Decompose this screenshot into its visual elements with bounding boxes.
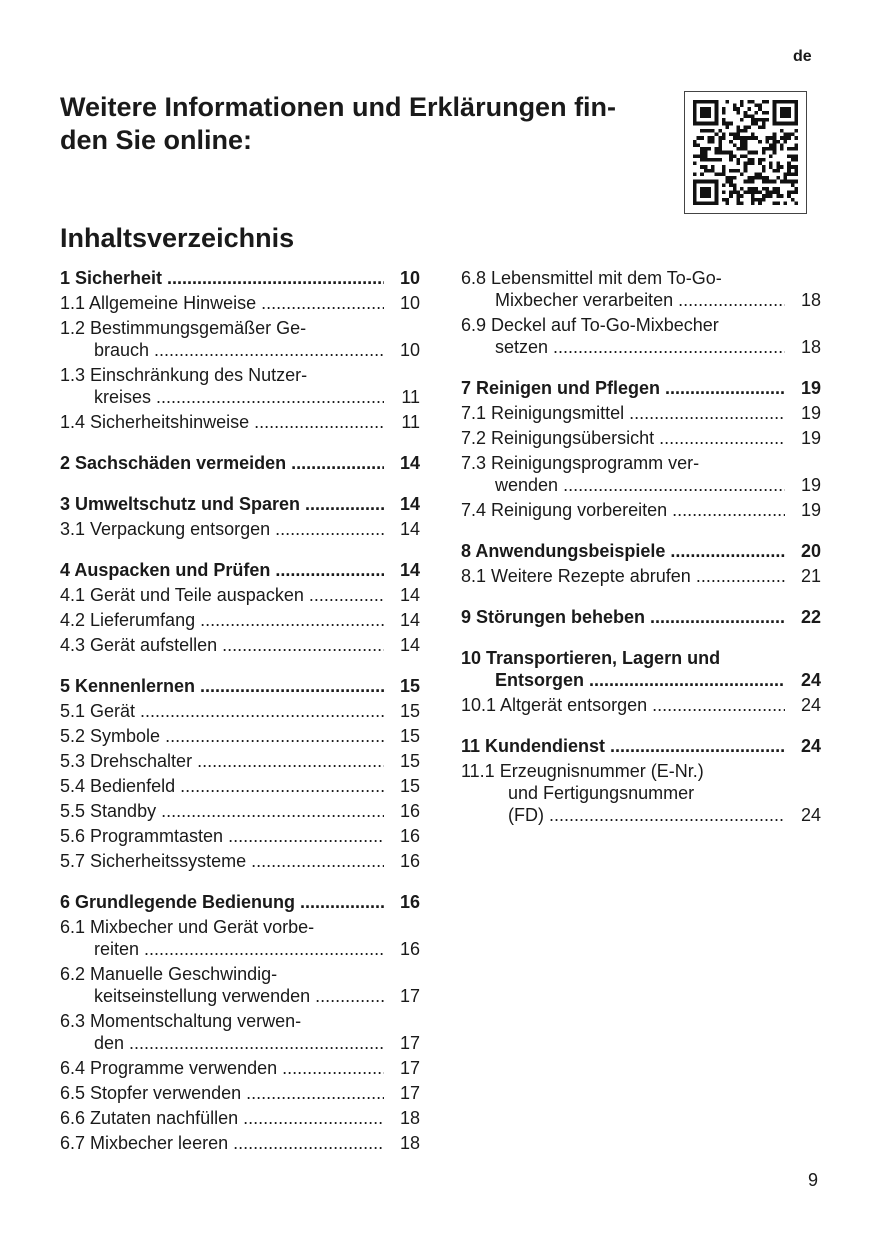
toc-entry-title: 7.2 Reinigungsübersicht ..... — [461, 427, 785, 449]
toc-entry[interactable] — [60, 774, 420, 799]
toc-entry-title: (FD) ..... — [508, 804, 785, 826]
toc-right-column — [461, 266, 821, 828]
toc-entry-page: 17 — [399, 1083, 420, 1103]
toc-entry[interactable] — [60, 699, 420, 724]
toc-entry[interactable] — [60, 517, 420, 542]
toc-entry-title: 5.7 Sicherheitssysteme ..... — [60, 850, 384, 872]
toc-chapter[interactable] — [461, 646, 821, 693]
toc-entry-page: 19 — [800, 500, 821, 520]
toc-entry-page: 10 — [399, 268, 420, 288]
toc-chapter[interactable] — [461, 734, 821, 759]
toc-entry-title: 11 Kundendienst ..... — [461, 735, 785, 757]
toc-entry-page: 18 — [399, 1133, 420, 1153]
toc-entry-title: 7.3 Reinigungsprogramm ver- — [461, 453, 700, 473]
toc-entry[interactable] — [60, 799, 420, 824]
toc-entry-page: 14 — [399, 635, 420, 655]
toc-entry-page: 22 — [800, 607, 821, 627]
toc-entry-page: 16 — [399, 851, 420, 871]
toc-entry-page: 15 — [399, 751, 420, 771]
online-info-heading-line-2: den Sie online: — [60, 125, 253, 155]
toc-entry-title: 6.9 Deckel auf To-Go-Mixbecher — [461, 315, 719, 335]
toc-entry[interactable] — [461, 401, 821, 426]
toc-entry-title: 4 Auspacken und Prüfen ..... — [60, 559, 384, 581]
toc-entry-title: Mixbecher verarbeiten ..... — [495, 289, 785, 311]
online-info-heading-line-1: Weitere Informationen und Erklärungen fin- — [60, 92, 617, 122]
toc-entry[interactable] — [60, 608, 420, 633]
toc-entry-title: 4.2 Lieferumfang ..... — [60, 609, 384, 631]
toc-entry-title: 6.2 Manuelle Geschwindig- — [60, 964, 278, 984]
toc-entry-page: 16 — [399, 801, 420, 821]
toc-entry-title: reiten ..... — [94, 938, 384, 960]
qr-code-icon[interactable] — [684, 91, 807, 214]
toc-entry-title: 1 Sicherheit ..... — [60, 267, 384, 289]
toc-entry[interactable] — [60, 291, 420, 316]
toc-entry-title: 1.4 Sicherheitshinweise ..... — [60, 411, 384, 433]
toc-entry[interactable] — [461, 693, 821, 718]
toc-entry[interactable] — [60, 849, 420, 874]
toc-entry[interactable] — [60, 1009, 420, 1056]
toc-entry-page: 16 — [399, 892, 420, 912]
toc-left-column — [60, 266, 420, 1156]
toc-entry-page: 24 — [800, 670, 821, 690]
toc-entry[interactable] — [60, 962, 420, 1009]
toc-entry-title: setzen ..... — [495, 336, 785, 358]
toc-entry[interactable] — [461, 564, 821, 589]
toc-entry-page: 14 — [399, 560, 420, 580]
toc-entry-title: 6.4 Programme verwenden ..... — [60, 1057, 384, 1079]
toc-entry-title: 6.3 Momentschaltung verwen- — [60, 1011, 302, 1031]
qr-code-graphic — [693, 100, 798, 205]
toc-entry-title: 7.4 Reinigung vorbereiten ..... — [461, 499, 785, 521]
toc-entry-title: wenden ..... — [495, 474, 785, 496]
toc-entry-page: 14 — [399, 494, 420, 514]
toc-entry-page: 10 — [399, 340, 420, 360]
toc-entry[interactable] — [461, 313, 821, 360]
toc-entry-title: 3 Umweltschutz und Sparen ..... — [60, 493, 384, 515]
toc-entry[interactable] — [60, 583, 420, 608]
toc-entry-title: 6.8 Lebensmittel mit dem To-Go- — [461, 268, 722, 288]
toc-entry[interactable] — [60, 363, 420, 410]
toc-entry-title: 7 Reinigen und Pflegen ..... — [461, 377, 785, 399]
toc-entry-title: 6.7 Mixbecher leeren ..... — [60, 1132, 384, 1154]
toc-entry-title: 1.1 Allgemeine Hinweise ..... — [60, 292, 384, 314]
toc-entry[interactable] — [461, 266, 821, 313]
toc-entry-page: 24 — [800, 695, 821, 715]
toc-chapter[interactable] — [60, 266, 420, 291]
toc-entry-page: 19 — [800, 378, 821, 398]
toc-entry-title: 5.5 Standby ..... — [60, 800, 384, 822]
toc-entry[interactable] — [60, 1081, 420, 1106]
toc-chapter[interactable] — [60, 492, 420, 517]
toc-entry-page: 14 — [399, 519, 420, 539]
toc-chapter[interactable] — [60, 674, 420, 699]
toc-chapter[interactable] — [60, 451, 420, 476]
toc-entry-title: 3.1 Verpackung entsorgen ..... — [60, 518, 384, 540]
toc-entry-title: 5.1 Gerät ..... — [60, 700, 384, 722]
toc-entry[interactable] — [60, 633, 420, 658]
toc-entry-page: 16 — [399, 826, 420, 846]
toc-entry[interactable] — [60, 1106, 420, 1131]
toc-entry-page: 19 — [800, 428, 821, 448]
toc-entry[interactable] — [461, 759, 821, 828]
toc-entry-title: 9 Störungen beheben ..... — [461, 606, 785, 628]
toc-entry-title: 8.1 Weitere Rezepte abrufen ..... — [461, 565, 785, 587]
toc-entry-title: 6.1 Mixbecher und Gerät vorbe- — [60, 917, 315, 937]
toc-entry-page: 15 — [399, 676, 420, 696]
toc-entry[interactable] — [60, 915, 420, 962]
toc-entry-page: 11 — [401, 412, 420, 432]
toc-entry-page: 15 — [399, 701, 420, 721]
toc-entry-title: 5.4 Bedienfeld ..... — [60, 775, 384, 797]
toc-title: Inhaltsverzeichnis — [60, 223, 295, 253]
toc-entry-page: 24 — [800, 805, 821, 825]
toc-entry-title: 6.6 Zutaten nachfüllen ..... — [60, 1107, 384, 1129]
toc-entry-title: 8 Anwendungsbeispiele ..... — [461, 540, 785, 562]
toc-entry[interactable] — [461, 498, 821, 523]
toc-entry-page: 19 — [800, 403, 821, 423]
toc-entry-title: 10 Transportieren, Lagern und — [461, 648, 721, 668]
toc-entry-page: 16 — [399, 939, 420, 959]
toc-entry[interactable] — [60, 1056, 420, 1081]
toc-entry-page: 15 — [399, 776, 420, 796]
toc-entry-page: 19 — [800, 475, 821, 495]
toc-entry-title: 5.2 Symbole ..... — [60, 725, 384, 747]
toc-entry-page: 17 — [399, 986, 420, 1006]
toc-entry-title: 5.6 Programmtasten ..... — [60, 825, 384, 847]
toc-entry[interactable] — [60, 749, 420, 774]
toc-entry-title: kreises ..... — [94, 386, 384, 408]
toc-entry-page: 11 — [401, 387, 420, 407]
toc-entry-page: 10 — [399, 293, 420, 313]
toc-entry-title: 1.2 Bestimmungsgemäßer Ge- — [60, 318, 307, 338]
toc-entry-title: den ..... — [94, 1032, 384, 1054]
toc-entry-page: 18 — [800, 290, 821, 310]
toc-entry[interactable] — [60, 824, 420, 849]
toc-entry-title: 2 Sachschäden vermeiden ..... — [60, 452, 384, 474]
toc-entry-page: 14 — [399, 453, 420, 473]
toc-entry-page: 20 — [800, 541, 821, 561]
toc-entry-page: 24 — [800, 736, 821, 756]
toc-entry[interactable] — [461, 426, 821, 451]
online-info-heading — [60, 91, 670, 157]
toc-entry-page: 15 — [399, 726, 420, 746]
toc-entry-title: brauch ..... — [94, 339, 384, 361]
toc-entry[interactable] — [60, 1131, 420, 1156]
page-number: 9 — [808, 1170, 819, 1190]
toc-entry[interactable] — [60, 316, 420, 363]
toc-entry-page: 14 — [399, 610, 420, 630]
toc-entry-page: 14 — [399, 585, 420, 605]
toc-entry-page: 18 — [399, 1108, 420, 1128]
toc-entry-page: 18 — [800, 337, 821, 357]
toc-entry-title: 6.5 Stopfer verwenden ..... — [60, 1082, 384, 1104]
toc-entry-title: 11.1 Erzeugnisnummer (E-Nr.) — [461, 761, 704, 781]
toc-entry-page: 17 — [399, 1058, 420, 1078]
toc-chapter[interactable] — [461, 605, 821, 630]
toc-entry-title: 7.1 Reinigungsmittel ..... — [461, 402, 785, 424]
toc-chapter[interactable] — [60, 890, 420, 915]
toc-entry-title: 6 Grundlegende Bedienung ..... — [60, 891, 384, 913]
toc-entry[interactable] — [60, 410, 420, 435]
toc-entry-title: 1.3 Einschränkung des Nutzer- — [60, 365, 308, 385]
toc-entry-title: 10.1 Altgerät entsorgen ..... — [461, 694, 785, 716]
toc-entry-title: 5.3 Drehschalter ..... — [60, 750, 384, 772]
language-code: de — [793, 48, 812, 65]
toc-entry-page: 21 — [800, 566, 821, 586]
toc-entry-title: 4.1 Gerät und Teile auspacken ..... — [60, 584, 384, 606]
toc-entry[interactable] — [461, 451, 821, 498]
toc-entry-title: Entsorgen ..... — [495, 669, 785, 691]
toc-entry[interactable] — [60, 724, 420, 749]
toc-entry-title: und Fertigungsnummer — [508, 783, 695, 803]
toc-chapter[interactable] — [461, 376, 821, 401]
toc-entry-page: 17 — [399, 1033, 420, 1053]
toc-chapter[interactable] — [60, 558, 420, 583]
toc-entry-title: keitseinstellung verwenden ..... — [94, 985, 384, 1007]
toc-chapter[interactable] — [461, 539, 821, 564]
toc-entry-title: 5 Kennenlernen ..... — [60, 675, 384, 697]
toc-entry-title: 4.3 Gerät aufstellen ..... — [60, 634, 384, 656]
